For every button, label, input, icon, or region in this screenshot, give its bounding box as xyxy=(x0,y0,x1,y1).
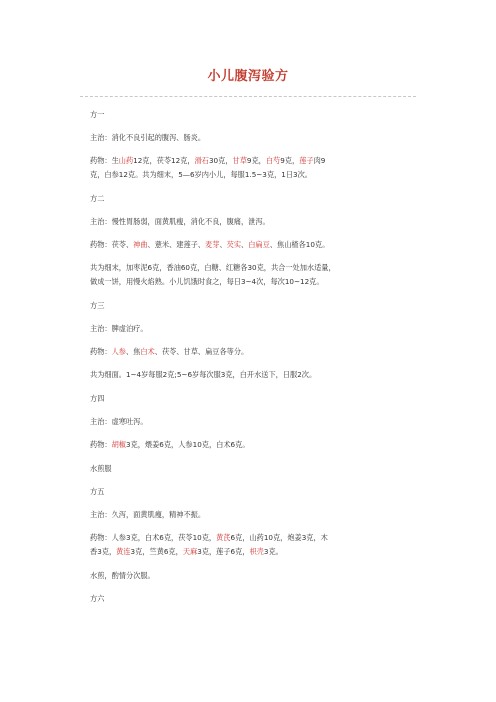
herb-highlight: 麦芽 xyxy=(205,240,220,249)
text-segment: 、薏米、建莲子、 xyxy=(147,240,206,249)
section-heading-3: 方三 xyxy=(90,301,105,310)
indication-5: 主治：久泻，面黄肌瘦，精神不振。 xyxy=(90,510,206,519)
text-segment: 、茯苓、甘草、扁豆各等分。 xyxy=(154,347,249,356)
medicines-2 xyxy=(90,238,420,252)
herb-highlight: 莲子 xyxy=(299,156,314,165)
text-segment: 30克， xyxy=(208,156,233,165)
medicines-1 xyxy=(90,154,420,168)
herb-highlight: 枳壳 xyxy=(249,547,264,556)
title-divider xyxy=(80,96,416,97)
text-segment: 肉9 xyxy=(313,156,326,165)
section-heading-6: 方六 xyxy=(90,594,105,603)
herb-highlight: 天麻 xyxy=(182,547,198,556)
text-segment: 、焦山楂各10克。 xyxy=(269,240,330,249)
text-segment: 3克，莲子6克， xyxy=(197,547,250,556)
indication-4: 主治：虚寒吐泻。 xyxy=(90,417,148,426)
indication-2: 主治：慢性胃肠弱，面黄肌瘦，消化不良，腹痛，泄泻。 xyxy=(90,217,270,226)
herb-highlight: 甘草 xyxy=(232,156,247,165)
herb-highlight: 白扁豆 xyxy=(248,240,270,249)
text-segment: 3克。 xyxy=(263,547,283,556)
text-segment: 药物：茯苓、 xyxy=(90,240,134,249)
page-title: 小儿腹泻验方 xyxy=(207,69,289,84)
text-segment: 6克，山药10克，炮姜3克，木 xyxy=(230,533,328,542)
text-segment: 、焦 xyxy=(125,347,141,356)
text-segment: 3克，竺黄6克， xyxy=(130,547,183,556)
usage-2-line2: 做成一饼，用慢火焰熟。小儿饥饿时食之，每日3~4次，每次10~12克。 xyxy=(90,277,324,286)
medicines-5-cont xyxy=(90,545,420,559)
herb-highlight: 白芍 xyxy=(265,156,281,165)
text-segment: 3克，煨姜6克，人参10克，白术6克。 xyxy=(125,440,250,449)
text-segment: 药物： xyxy=(90,440,112,449)
section-heading-4: 方四 xyxy=(90,394,105,403)
text-segment: 9克， xyxy=(280,156,300,165)
text-segment: 药物：人参3克，白术6克，茯苓10克， xyxy=(90,533,217,542)
herb-highlight: 胡椒 xyxy=(111,440,126,449)
usage-4: 水煎服 xyxy=(90,464,112,473)
herb-highlight: 山药 xyxy=(118,156,134,165)
herb-highlight: 黄芪 xyxy=(216,533,231,542)
herb-highlight: 人参 xyxy=(111,347,126,356)
herb-highlight: 滑石 xyxy=(194,156,209,165)
herb-highlight: 芡实 xyxy=(226,240,242,249)
medicines-3 xyxy=(90,345,420,359)
usage-2-line1: 共为细末，加枣泥6克，香油60克，白糖、红糖各30克，共合一处加水适量， xyxy=(90,263,336,272)
medicines-5 xyxy=(90,531,420,545)
indication-3: 主治：脾虚泊疗。 xyxy=(90,324,148,333)
medicines-1-cont: 克，白参12克。共为细末，5—6岁内小儿，每服1.5~3克，1日3次。 xyxy=(90,170,312,179)
usage-3: 共为细面。1~4岁每服2克;5~6岁每次服3克，白开水送下，日服2次。 xyxy=(90,370,317,379)
text-segment: 、 xyxy=(219,240,227,249)
herb-highlight: 黄连 xyxy=(116,547,131,556)
text-segment: 9克， xyxy=(246,156,266,165)
indication-1: 主治：消化不良引起的腹泻、肠炎。 xyxy=(90,133,206,142)
text-segment: 、 xyxy=(241,240,249,249)
text-segment: 药物： xyxy=(90,347,112,356)
medicines-4 xyxy=(90,438,420,452)
text-segment: 香3克， xyxy=(90,547,117,556)
usage-5: 水煎，酌情分次服。 xyxy=(90,571,155,580)
text-segment: 12克，茯苓12克， xyxy=(133,156,195,165)
herb-highlight: 神曲 xyxy=(133,240,148,249)
section-heading-2: 方二 xyxy=(90,194,105,203)
section-heading-1: 方一 xyxy=(90,110,105,119)
text-segment: 药物：生 xyxy=(90,156,119,165)
section-heading-5: 方五 xyxy=(90,487,105,496)
herb-highlight: 白术 xyxy=(140,347,155,356)
